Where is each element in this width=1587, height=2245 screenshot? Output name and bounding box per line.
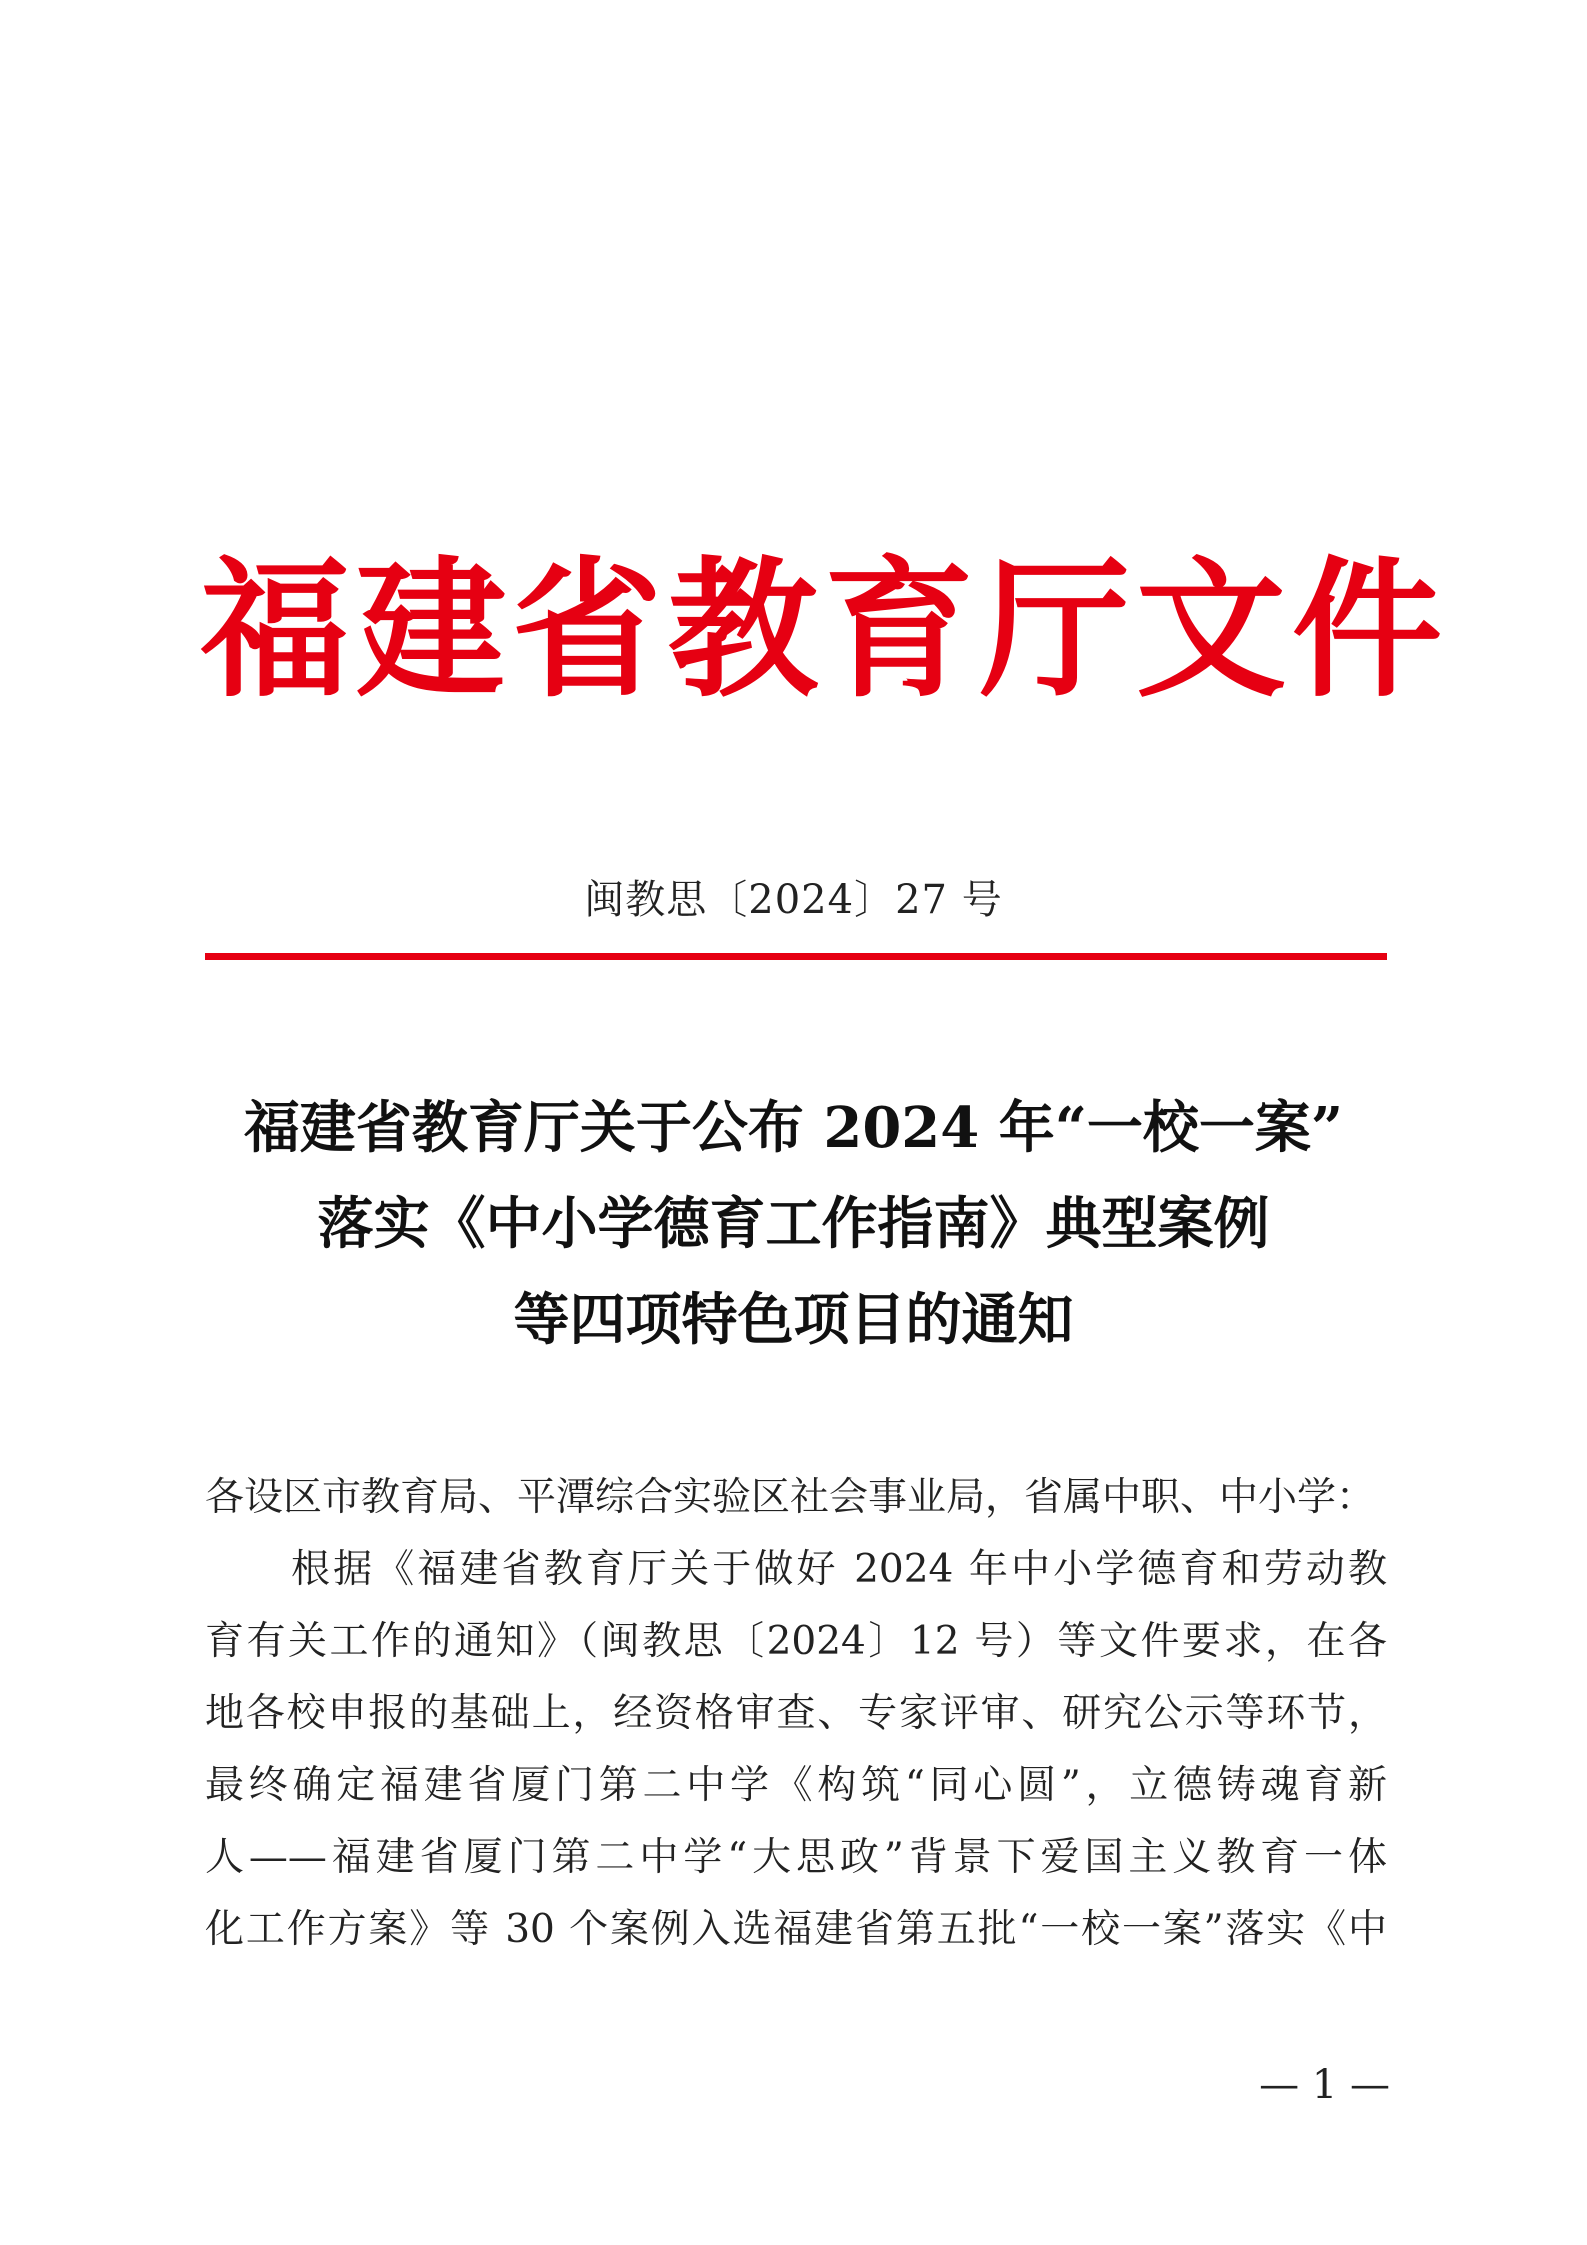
notice-title-line: 等四项特色项目的通知 (513, 1287, 1074, 1353)
body-text (205, 1462, 1387, 1966)
paragraph-line: 地各校申报的基础上，经资格审查、专家评审、研究公示等环节， (205, 1691, 1387, 1736)
paragraph-line: 最终确定福建省厦门第二中学《构筑“同心圆”，立德铸魂育新 (205, 1763, 1387, 1808)
notice-title (150, 1080, 1437, 1368)
paragraph-line: 化工作方案》等 30 个案例入选福建省第五批“一校一案”落实《中 (205, 1907, 1387, 1952)
paragraph-line: 人——福建省厦门第二中学“大思政”背景下爱国主义教育一体 (205, 1835, 1387, 1880)
page-number: — 1 — (1259, 2062, 1390, 2108)
document-number: 闽教思〔2024〕27 号 (584, 877, 1003, 923)
red-divider-line (205, 953, 1387, 960)
paragraph-line: 育有关工作的通知》（闽教思〔2024〕12 号）等文件要求，在各 (205, 1619, 1387, 1664)
notice-title-line: 落实《中小学德育工作指南》典型案例 (317, 1191, 1270, 1257)
notice-title-line: 福建省教育厅关于公布 2024 年“一校一案” (243, 1095, 1344, 1161)
paragraph-line: 根据《福建省教育厅关于做好 2024 年中小学德育和劳动教 (291, 1547, 1387, 1592)
issuer-header-title: 福建省教育厅文件 (200, 542, 1449, 718)
recipient-line: 各设区市教育局、平潭综合实验区社会事业局，省属中职、中小学： (205, 1475, 1376, 1520)
